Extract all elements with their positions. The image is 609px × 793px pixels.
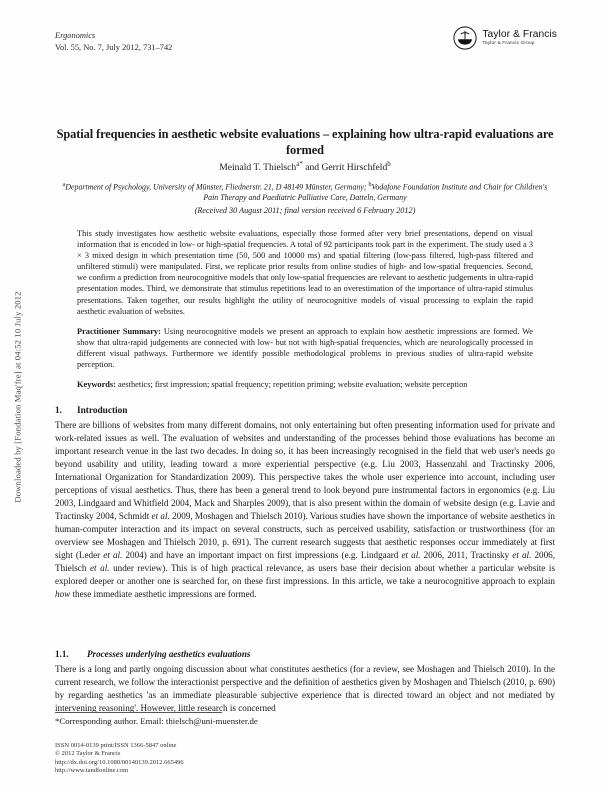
article-authors [55,160,555,173]
abstract-text: This study investigates how aesthetic website evaluations, especially those formed after very brief presentations, depend on visual information that is encoded in low- or high-spatial frequencies. A total of 92 participants took part in the experiment. The study used a 3 × 3 mixed design in which presentation time (50, 500 and 10000 ms) and spatial filtering (low-pass filtered, high-pass filtered and unfiltered stimuli) were manipulated. First, we replicate prior results from online studies of high- and low-spatial frequencies. Second, we confirm a prediction from neurocognitive models that only low-spatial frequencies are relevant to aesthetic judgements in ultra-rapid presentation modes. Third, we demonstrate that stimulus repetitions lead to an overestimation of the importance of ultra-rapid stimulus presentations. Taken together, our results highlight the utility of neurocognitive models of visual processing to explain the rapid aesthetic evaluation of websites. [77,229,533,316]
author-one: Meinald T. Thielsch [219,162,297,174]
keywords-text: aesthetics; first impression; spatial frequency; repetition priming; website evaluation; website perception [115,380,468,390]
section-title: Introduction [77,406,128,416]
subsection-title: Processes underlying aesthetics evaluations [87,649,251,659]
taylor-francis-mark-icon [453,26,477,50]
intro-italic-3: et al. [401,550,421,560]
intro-italic-1: et al. [151,511,170,521]
doi-link[interactable]: http://dx.doi.org/10.1080/00140139.2012.665496 [55,758,184,766]
intro-italic-2: et al. [103,550,123,560]
article-affiliations [59,180,551,204]
intro-italic-5: et al. [89,563,110,573]
intro-part-2: 2009, Moshagen and Thielsch 2010). Various studies have shown the importance of website aesthetics in human-computer interaction and its impact on several constructs, such as perceived usability, satisfaction or trustworthiness (for an overview see Moshagen and Thielsch 2010, p. 691). The current research suggests that aesthetic responses occur immediately at first sight (Leder [55,511,555,560]
section-number: 1. [55,406,62,416]
corresponding-author-note: *Corresponding author. Email: thielsch@uni-muenster.de [55,716,258,726]
footnote-rule [55,712,222,713]
download-stamp-text: Downloaded by [Fondation Maq'fre] at 04:52 10 July 2012 [13,290,23,503]
affiliation-a-marker: a [62,182,66,188]
article-title: Spatial frequencies in aesthetic website evaluations – explaining how ultra-rapid evaluations are formed [56,127,554,157]
journal-issue-line: Vol. 55, No. 7, July 2012, 731–742 [55,43,173,52]
publisher-wordmark [482,30,557,47]
keywords [77,379,533,390]
intro-italic-6: how [55,589,71,599]
copyright-line: © 2012 Taylor & Francis [55,750,121,758]
affiliation-b: Vodafone Foundation Institute and Chair for Children's Pain Therapy and Paediatric Palliative Care, Datteln, Germany [203,182,548,203]
practitioner-summary-text: Using neurocognitive models we present an approach to explain how aesthetic impressions are formed. We show that ultra-rapid judgements are connected with low- but not with high-spatial frequencies, which are neurologically processed in different visual pathways. Furthermore we identify possible methodological problems in previous studies of ultra-rapid website perception. [77,326,533,370]
intro-italic-4: et al. [512,550,532,560]
intro-part-5: 2006, Thielsch [55,550,556,573]
author-one-marker: a* [296,160,303,168]
authors-join: and Gerrit Hirschfeld [302,162,388,174]
publisher-logo [453,26,557,50]
author-two-marker: b [387,160,391,168]
intro-part-4: 2006, 2011, Tractinsky [420,550,513,560]
abstract-block [77,228,533,399]
publisher-name: Taylor & Francis [482,28,557,40]
publisher-group: Taylor & Francis Group [482,41,535,47]
intro-part-3: 2004) and have an important impact on first impressions (e.g. Lindgaard [122,550,402,560]
journal-header [55,30,172,54]
page-content [55,0,555,793]
journal-title: Ergonomics [55,31,96,40]
received-dates: (Received 30 August 2011; final version received 6 February 2012) [194,206,416,215]
download-stamp [0,0,36,793]
introduction-paragraph [55,419,555,601]
subsection-number: 1.1. [55,649,69,659]
intro-part-1: There are billions of websites from many different domains, not only entertaining but often presenting information used for private and work-related issues as well. The evaluation of websites and understanding of the processes behind those evaluations has become an important research venue in the last two decades. In doing so, it has been increasingly recognised in the field that web user's needs go beyond usability and utility, leading toward a more experiential perspective (e.g. Liu 2003, Hassenzahl and Tractinsky 2006, International Organization for Standardization 2009). This perspective takes the whole user experience into account, including user perceptions of visual aesthetics. Thus, there has been a general trend to look beyond pure instrumental factors in ergonomics (e.g. Liu 2003, Lindgaard and Whitfield 2004, Mack and Sharples 2009), that is also present within the domain of website design (e.g. Lavie and Tractinsky 2004, Schmidt [55,420,555,521]
intro-part-7: these immediate aesthetic impressions are formed. [70,589,257,599]
section-heading-introduction [55,406,555,416]
subsection-paragraph: There is a long and partly ongoing discussion about what constitutes aesthetics (for a review, see Moshagen and Thielsch 2010). In the current research, we follow the interactionist perspective and the definition of aesthetics given by Moshagen and Thielsch (2010, p. 690) by regarding aesthetics 'as an immediate pleasurable subjective experience that is directed toward an object and not mediated by intervening reasoning'. However, little research is concerned [55,664,555,713]
issn-line: ISSN 0014-0139 print/ISSN 1366-5847 online [55,742,177,749]
affiliation-b-marker: b [368,182,372,188]
subsection-heading-processes [55,649,555,659]
practitioner-summary-label: Practitioner Summary: [77,326,161,336]
keywords-label: Keywords: [77,380,116,390]
imprint-block [55,742,184,776]
practitioner-summary [77,326,533,370]
affiliation-a: Department of Psychology, University of Münster, Fliednerstr. 21, D 48149 Münster, Germany; [65,182,369,192]
publisher-website-link[interactable]: http://www.tandfonline.com [55,767,129,775]
intro-part-6: under review). This is of high practical relevance, as users base their decision about whether a particular website is explored deeper or another one is searched for, on these first impressions. In this article, we take a neurocognitive approach to explain [55,563,556,586]
